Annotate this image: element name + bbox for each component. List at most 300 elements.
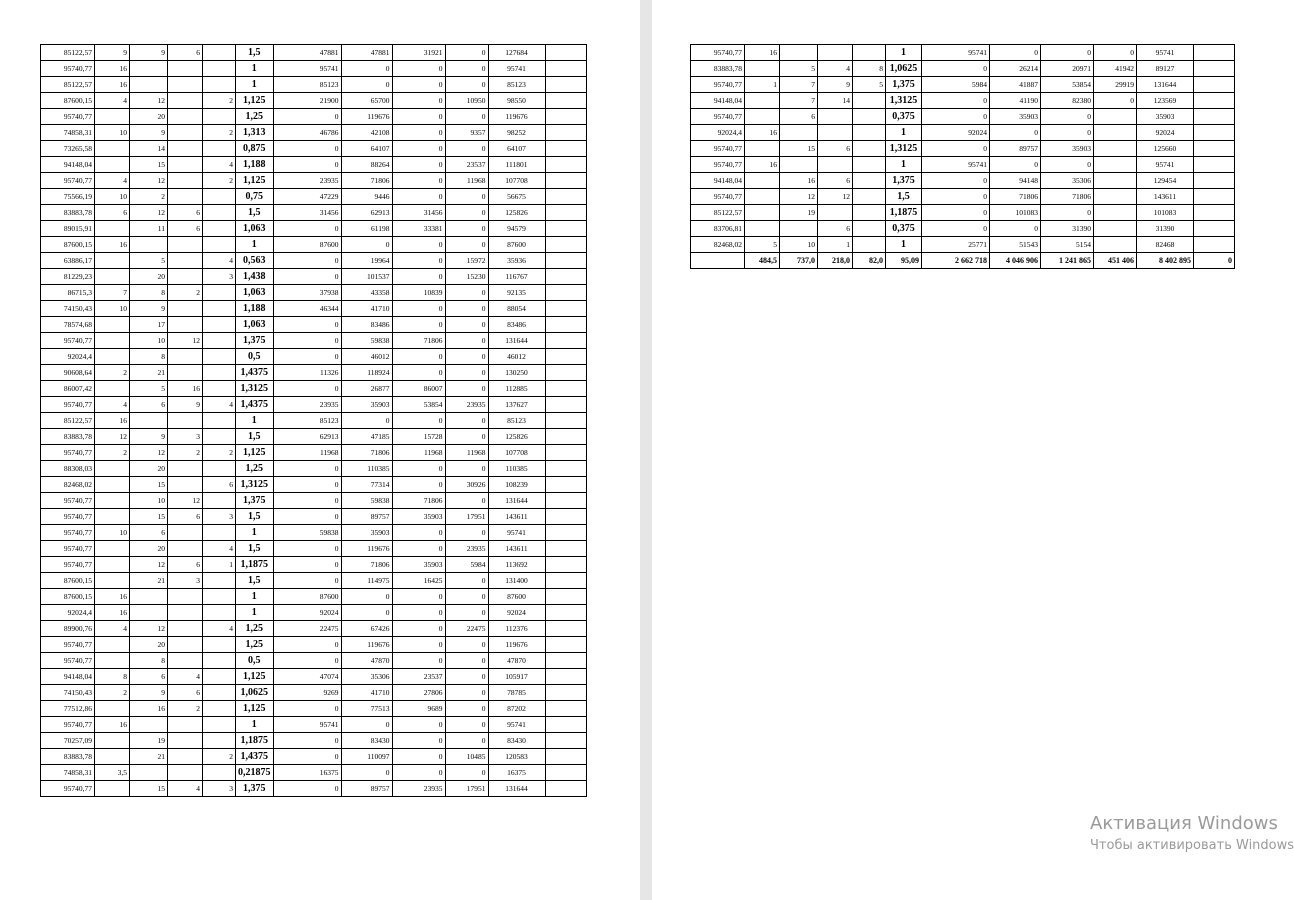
table-cell: 23537 [392, 669, 445, 685]
table-cell: 12 [130, 621, 168, 637]
table-row [41, 637, 587, 653]
table-cell: 53854 [392, 397, 445, 413]
table-cell: 0 [273, 637, 341, 653]
table-cell [168, 477, 203, 493]
table-cell: 5 [745, 237, 780, 253]
table-cell: 2 [95, 365, 130, 381]
table-cell: 95740,77 [41, 557, 95, 573]
table-cell: 1 [236, 605, 274, 621]
table-cell: 21 [130, 749, 168, 765]
table-cell [203, 461, 236, 477]
table-cell: 62913 [273, 429, 341, 445]
table-cell: 75566,19 [41, 189, 95, 205]
table-cell [1094, 125, 1137, 141]
table-cell [545, 125, 586, 141]
table-cell [95, 749, 130, 765]
table-cell: 107708 [488, 445, 545, 461]
table-cell [1094, 109, 1137, 125]
table-cell: 6 [780, 109, 818, 125]
table-cell [545, 669, 586, 685]
table-row [41, 125, 587, 141]
table-cell [853, 237, 886, 253]
table-cell: 119676 [488, 637, 545, 653]
table-cell: 12 [130, 93, 168, 109]
table-cell: 9 [130, 125, 168, 141]
table-cell: 20 [130, 109, 168, 125]
table-row [41, 541, 587, 557]
table-cell [545, 733, 586, 749]
table-cell: 3 [203, 509, 236, 525]
table-cell: 9689 [392, 701, 445, 717]
table-cell: 95740,77 [691, 109, 745, 125]
table-cell: 8 [130, 653, 168, 669]
table-cell: 89127 [1137, 61, 1194, 77]
table-cell [168, 349, 203, 365]
table-cell: 1,125 [236, 445, 274, 461]
table-cell [853, 141, 886, 157]
table-cell: 95740,77 [41, 445, 95, 461]
table-cell [95, 781, 130, 797]
table-cell: 16 [780, 173, 818, 189]
table-cell: 114975 [341, 573, 392, 589]
table-cell: 0 [341, 765, 392, 781]
table-cell: 78574,68 [41, 317, 95, 333]
table-cell: 0 [392, 525, 445, 541]
table-cell [130, 413, 168, 429]
table-cell: 0 [445, 637, 488, 653]
table-row [41, 477, 587, 493]
table-cell: 94148,04 [691, 93, 745, 109]
table-cell: 101083 [1137, 205, 1194, 221]
table-cell [1194, 77, 1235, 93]
table-cell: 5154 [1041, 237, 1094, 253]
table-cell: 0 [273, 221, 341, 237]
table-cell: 1,3125 [886, 93, 922, 109]
table-cell [95, 317, 130, 333]
table-cell: 0 [445, 525, 488, 541]
table-cell: 35306 [1041, 173, 1094, 189]
table-cell: 16 [130, 701, 168, 717]
table-cell: 41710 [341, 301, 392, 317]
table-cell [168, 717, 203, 733]
table-cell: 23935 [392, 781, 445, 797]
table-cell: 92135 [488, 285, 545, 301]
total-cell: 8 402 895 [1137, 253, 1194, 269]
table-cell: 92024,4 [41, 349, 95, 365]
table-cell: 2 [95, 445, 130, 461]
table-cell: 2 [168, 701, 203, 717]
table-cell [168, 365, 203, 381]
table-cell: 16 [95, 77, 130, 93]
table-cell [545, 333, 586, 349]
table-cell: 1,0625 [886, 61, 922, 77]
table-cell: 95740,77 [41, 637, 95, 653]
total-cell: 0 [1194, 253, 1235, 269]
table-cell [745, 109, 780, 125]
table-cell [545, 509, 586, 525]
table-cell: 119676 [341, 637, 392, 653]
table-cell [545, 205, 586, 221]
table-cell: 125826 [488, 205, 545, 221]
table-cell: 6 [95, 205, 130, 221]
table-cell [545, 77, 586, 93]
table-cell: 1,125 [236, 173, 274, 189]
table-cell: 19 [780, 205, 818, 221]
table-row [41, 109, 587, 125]
table-cell: 0 [1041, 109, 1094, 125]
table-cell [130, 589, 168, 605]
table-cell: 0 [273, 541, 341, 557]
table-cell: 1 [886, 45, 922, 61]
table-cell: 95741 [922, 157, 990, 173]
table-cell: 9269 [273, 685, 341, 701]
table-cell: 0 [392, 605, 445, 621]
table-cell: 95740,77 [691, 141, 745, 157]
table-cell: 15230 [445, 269, 488, 285]
table-row [41, 445, 587, 461]
table-cell: 3 [168, 429, 203, 445]
table-cell: 15 [130, 157, 168, 173]
table-cell: 3 [203, 781, 236, 797]
table-cell: 53854 [1041, 77, 1094, 93]
table-cell: 7 [95, 285, 130, 301]
table-cell: 31456 [392, 205, 445, 221]
table-cell: 64107 [341, 141, 392, 157]
table-cell: 77513 [341, 701, 392, 717]
table-cell [745, 221, 780, 237]
table-cell: 0,75 [236, 189, 274, 205]
table-cell: 0 [922, 109, 990, 125]
table-cell [203, 301, 236, 317]
table-row [41, 461, 587, 477]
table-cell: 83430 [341, 733, 392, 749]
table-cell [1094, 221, 1137, 237]
table-cell [1194, 189, 1235, 205]
table-cell [1094, 141, 1137, 157]
table-cell [853, 93, 886, 109]
table-cell: 1,25 [236, 621, 274, 637]
table-cell: 71806 [1041, 189, 1094, 205]
table-cell: 0 [922, 205, 990, 221]
table-cell: 105917 [488, 669, 545, 685]
table-cell [1194, 93, 1235, 109]
table-row [41, 701, 587, 717]
table-cell: 10 [780, 237, 818, 253]
table-cell: 8 [853, 61, 886, 77]
table-cell [545, 605, 586, 621]
table-cell: 98252 [488, 125, 545, 141]
table-cell: 82380 [1041, 93, 1094, 109]
table-cell: 0 [273, 381, 341, 397]
table-cell: 95740,77 [41, 493, 95, 509]
table-cell: 31390 [1137, 221, 1194, 237]
table-row [691, 77, 1235, 93]
table-cell: 1,063 [236, 317, 274, 333]
table-cell: 0 [273, 269, 341, 285]
table-cell: 43358 [341, 285, 392, 301]
table-cell: 22475 [445, 621, 488, 637]
table-cell: 0 [341, 61, 392, 77]
table-cell: 35903 [341, 525, 392, 541]
table-cell: 4 [95, 397, 130, 413]
table-cell: 1 [236, 525, 274, 541]
table-cell: 6 [168, 509, 203, 525]
table-cell [745, 205, 780, 221]
table-row [41, 509, 587, 525]
table-cell: 0,875 [236, 141, 274, 157]
table-cell: 1,5 [236, 509, 274, 525]
table-cell: 0 [392, 109, 445, 125]
table-row [41, 333, 587, 349]
table-cell: 4 [95, 173, 130, 189]
table-cell [780, 45, 818, 61]
table-cell: 95740,77 [691, 157, 745, 173]
table-cell: 2 [203, 173, 236, 189]
table-cell [818, 157, 853, 173]
table-cell: 131644 [488, 781, 545, 797]
table-cell: 85122,57 [691, 205, 745, 221]
table-cell: 35903 [1137, 109, 1194, 125]
table-cell: 11968 [273, 445, 341, 461]
table-cell: 0 [990, 45, 1041, 61]
table-cell [203, 653, 236, 669]
table-cell [1094, 173, 1137, 189]
table-cell: 35903 [392, 557, 445, 573]
table-cell: 0 [392, 141, 445, 157]
table-cell: 78785 [488, 685, 545, 701]
table-cell: 95740,77 [691, 77, 745, 93]
table-row [691, 109, 1235, 125]
table-cell [545, 413, 586, 429]
table-row [41, 45, 587, 61]
table-cell: 10 [95, 189, 130, 205]
table-cell [95, 333, 130, 349]
table-cell [130, 717, 168, 733]
table-cell: 46786 [273, 125, 341, 141]
table-cell: 88264 [341, 157, 392, 173]
table-cell [203, 493, 236, 509]
table-cell: 0 [445, 653, 488, 669]
table-cell: 1,375 [886, 173, 922, 189]
table-cell: 143611 [488, 541, 545, 557]
table-cell: 15 [130, 781, 168, 797]
total-cell: 82,0 [853, 253, 886, 269]
table-cell: 6 [818, 221, 853, 237]
table-cell: 89757 [341, 509, 392, 525]
table-cell [95, 141, 130, 157]
table-cell: 8 [95, 669, 130, 685]
table-cell [95, 573, 130, 589]
table-cell: 95741 [488, 525, 545, 541]
table-row [41, 749, 587, 765]
table-cell: 86007,42 [41, 381, 95, 397]
table-cell: 0 [445, 45, 488, 61]
table-cell: 51543 [990, 237, 1041, 253]
table-cell: 112376 [488, 621, 545, 637]
table-cell: 1,5 [236, 45, 274, 61]
table-cell: 95740,77 [691, 45, 745, 61]
table-cell [95, 493, 130, 509]
table-cell: 89757 [990, 141, 1041, 157]
table-cell [168, 525, 203, 541]
table-cell [203, 205, 236, 221]
table-cell: 71806 [392, 493, 445, 509]
table-cell: 123569 [1137, 93, 1194, 109]
table-cell [545, 765, 586, 781]
table-cell: 95741 [1137, 157, 1194, 173]
table-cell: 47881 [273, 45, 341, 61]
table-cell: 16 [95, 589, 130, 605]
table-cell: 86715,3 [41, 285, 95, 301]
table-cell: 92024 [273, 605, 341, 621]
table-cell: 1,25 [236, 461, 274, 477]
table-cell: 4 [203, 253, 236, 269]
table-cell: 94148,04 [41, 157, 95, 173]
table-cell: 64107 [488, 141, 545, 157]
table-cell [1194, 61, 1235, 77]
table-cell: 0,5 [236, 349, 274, 365]
table-cell: 0 [392, 173, 445, 189]
table-cell: 17951 [445, 781, 488, 797]
table-cell: 89015,91 [41, 221, 95, 237]
table-cell: 4 [203, 157, 236, 173]
table-cell: 95740,77 [41, 61, 95, 77]
table-cell: 11968 [445, 445, 488, 461]
table-cell: 101537 [341, 269, 392, 285]
table-cell: 4 [203, 397, 236, 413]
table-cell: 20 [130, 461, 168, 477]
table-cell: 0 [341, 237, 392, 253]
table-cell: 10 [95, 301, 130, 317]
table-row [691, 173, 1235, 189]
table-cell: 95741 [488, 61, 545, 77]
table-cell [168, 733, 203, 749]
table-cell: 0,375 [886, 221, 922, 237]
table-cell: 10 [130, 493, 168, 509]
table-cell: 0 [392, 717, 445, 733]
page-gutter [640, 0, 652, 900]
table-row [41, 61, 587, 77]
table-cell [168, 317, 203, 333]
table-cell: 20 [130, 541, 168, 557]
table-cell [1094, 205, 1137, 221]
table-cell: 0 [445, 381, 488, 397]
table-cell: 21900 [273, 93, 341, 109]
table-cell: 0 [392, 637, 445, 653]
total-cell: 4 046 906 [990, 253, 1041, 269]
table-cell: 110385 [341, 461, 392, 477]
table-cell [545, 173, 586, 189]
table-cell: 1 [203, 557, 236, 573]
table-cell: 95740,77 [41, 173, 95, 189]
table-cell: 0 [392, 157, 445, 173]
table-cell [168, 605, 203, 621]
table-cell: 0 [273, 493, 341, 509]
table-cell: 6 [168, 221, 203, 237]
table-row [691, 221, 1235, 237]
table-cell [1194, 125, 1235, 141]
table-cell [853, 45, 886, 61]
table-cell [818, 109, 853, 125]
table-row [691, 205, 1235, 221]
table-cell: 0 [445, 77, 488, 93]
table-cell: 9 [130, 301, 168, 317]
table-cell [95, 221, 130, 237]
table-cell [203, 701, 236, 717]
table-cell [545, 557, 586, 573]
table-cell: 95740,77 [41, 397, 95, 413]
table-cell [95, 477, 130, 493]
table-cell [168, 125, 203, 141]
table-cell: 82468,02 [691, 237, 745, 253]
table-cell [545, 461, 586, 477]
table-cell: 1 [236, 717, 274, 733]
table-cell: 95741 [273, 61, 341, 77]
table-cell [168, 173, 203, 189]
table-cell [168, 653, 203, 669]
table-cell: 95740,77 [41, 541, 95, 557]
table-row [41, 781, 587, 797]
table-cell: 37938 [273, 285, 341, 301]
table-cell: 27806 [392, 685, 445, 701]
table-cell [545, 237, 586, 253]
table-cell: 9 [168, 397, 203, 413]
table-cell: 0 [341, 589, 392, 605]
table-cell: 4 [95, 621, 130, 637]
table-cell: 89757 [341, 781, 392, 797]
table-cell: 125826 [488, 429, 545, 445]
table-cell: 0 [1041, 157, 1094, 173]
table-row [691, 237, 1235, 253]
table-cell: 2 [168, 285, 203, 301]
table-cell: 26877 [341, 381, 392, 397]
table-cell [853, 205, 886, 221]
table-row [691, 157, 1235, 173]
table-cell: 20971 [1041, 61, 1094, 77]
table-cell: 0 [273, 109, 341, 125]
table-cell: 21 [130, 365, 168, 381]
table-cell: 0 [445, 429, 488, 445]
table-cell: 0 [990, 157, 1041, 173]
table-cell: 15 [130, 477, 168, 493]
table-cell: 2 [203, 93, 236, 109]
table-cell: 16 [168, 381, 203, 397]
table-cell [168, 93, 203, 109]
table-cell: 0 [1094, 45, 1137, 61]
table-cell [545, 109, 586, 125]
table-cell [203, 605, 236, 621]
table-cell [168, 189, 203, 205]
table-cell: 19964 [341, 253, 392, 269]
table-cell [203, 733, 236, 749]
table-cell [203, 317, 236, 333]
table-cell: 6 [130, 669, 168, 685]
table-cell: 12 [780, 189, 818, 205]
table-cell: 61198 [341, 221, 392, 237]
table-cell [203, 669, 236, 685]
table-cell: 0 [445, 285, 488, 301]
table-cell [853, 173, 886, 189]
table-cell: 87600 [273, 589, 341, 605]
table-cell: 0 [392, 621, 445, 637]
table-cell: 1,313 [236, 125, 274, 141]
table-cell: 1 [886, 157, 922, 173]
table-cell [168, 269, 203, 285]
table-cell [130, 765, 168, 781]
table-cell: 1,375 [236, 493, 274, 509]
table-row [691, 45, 1235, 61]
table-cell: 1,5 [236, 429, 274, 445]
